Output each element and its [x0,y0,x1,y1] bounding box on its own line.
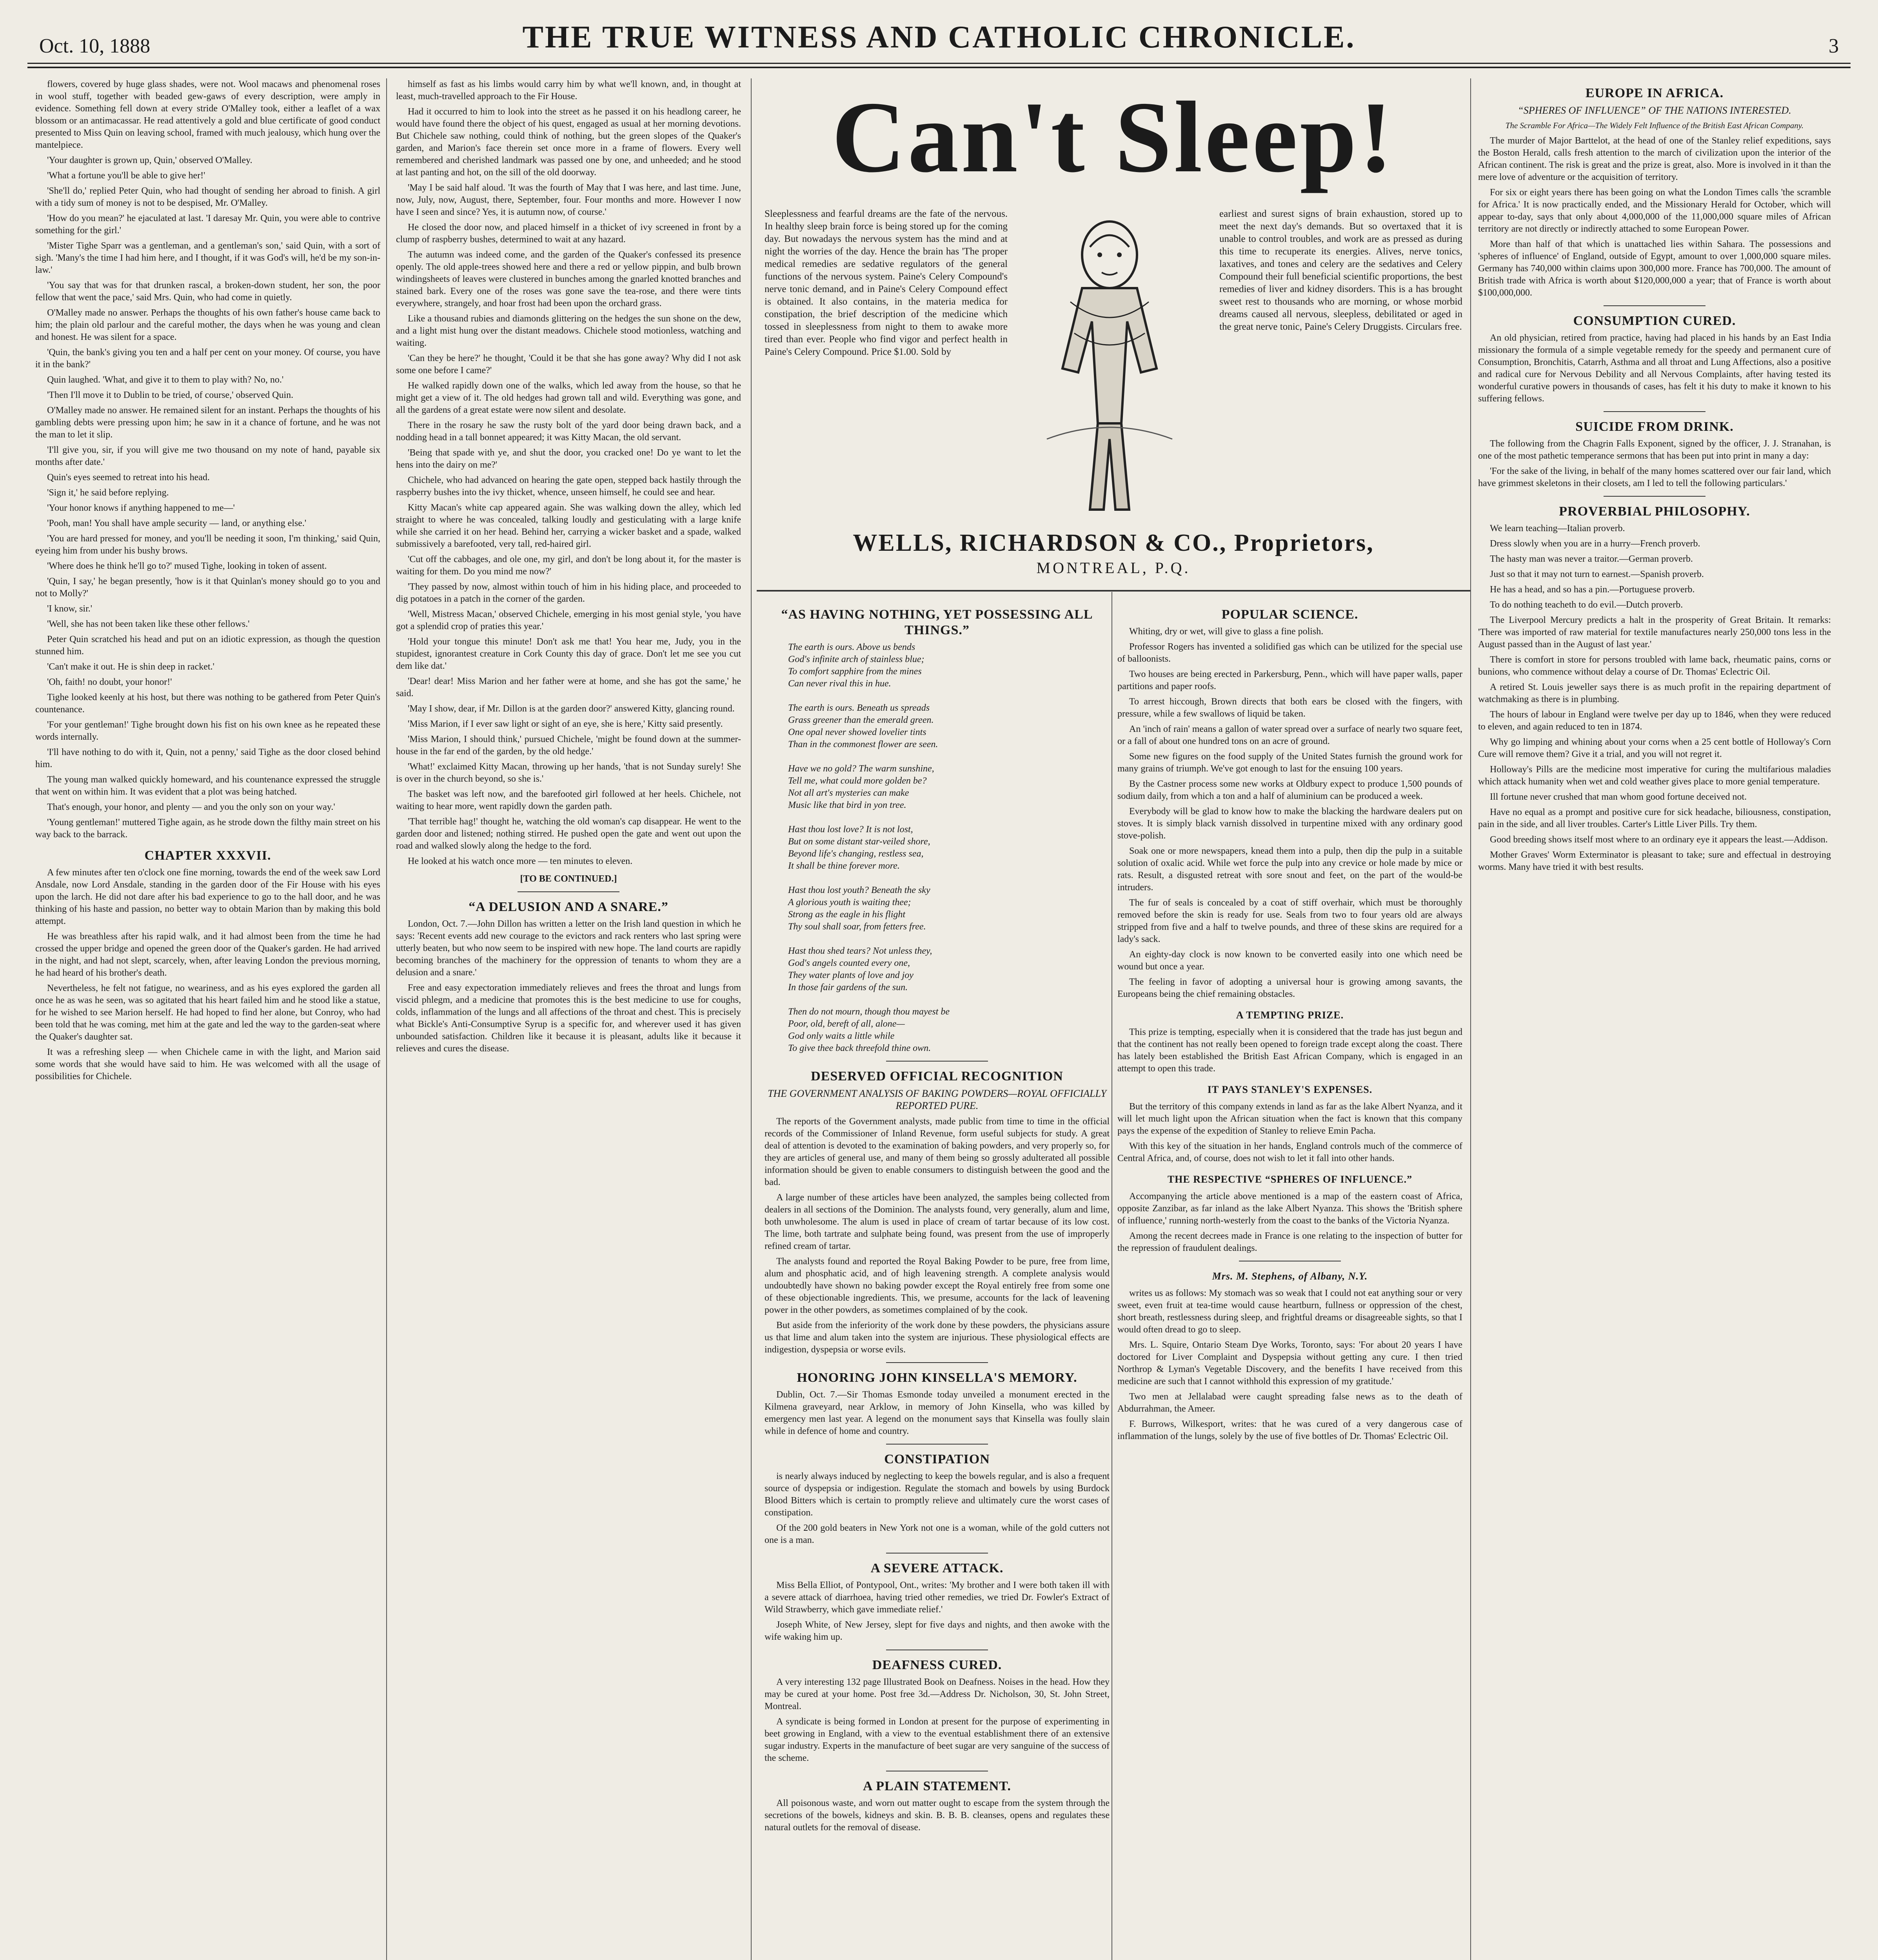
paragraph: Have no equal as a prompt and positive cure for sick headache, biliousness, constipation, pain in the side, and all liver troubles. Carter's Little Liver Pills. Try them. [1478,807,1831,829]
paragraph: 'I'll have nothing to do with it, Quin, not a penny,' said Tighe as the door closed behind him. [35,747,380,769]
paragraph: 'Miss Marion, if I ever saw light or sight of an eye, she is here,' Kitty said presently. [408,719,723,729]
ad-headline: Can't Sleep! [832,81,1395,194]
paragraph: He was breathless after his rapid walk, and it had almost been from the time he had crossed the upper bridge and opened the green door of the Quaker's garden. He had arrived in the night, and had not slept, scarcely, when, after leaving London the previous morning, he had heard of his brother's death. [35,931,380,978]
paragraph: The hours of labour in England were twelve per day up to 1846, when they were reduced to eleven, and again reduced to ten in 1874. [1478,710,1831,732]
paragraph: 'Quin, I say,' he began presently, 'how is it that Quinlan's money should go to you and not to Molly?' [35,576,380,599]
separator [886,1061,988,1062]
paragraph: But the territory of this company extends in land as far as the lake Albert Nyanza, and it will let much light upon the African situation when the fact is known that this company pays the expense of the expedition of Stanley to relieve Emin Pacha. [1117,1102,1462,1136]
article-text [765,1470,1110,1546]
poem-title: “AS HAVING NOTHING, YET POSSESSING ALL THINGS.” [781,607,1093,637]
article-text [1478,523,1831,873]
paragraph: 'Miss Marion, I should think,' pursued Chichele, 'might be found down at the summer-house in the far end of the garden, by the old hedge.' [396,734,741,757]
paragraph: A syndicate is being formed in London at present for the purpose of experimenting in beet growing in England, with a view to the eventual establishment there of an extensive sugar industry. Experts in the manufacture of beet sugar are very sanguine of the success of the scheme. [765,1717,1110,1763]
paragraph: The autumn was indeed come, and the garden of the Quaker's confessed its presence openly. The old apple-trees showed here and there a red or yellow pippin, and bulb brown windingsheets of leaves were clustered in bunches among the gnarled knotted branches and stained bark. Every one of the roses was gone save the tea-rose, and there were tints everywhere, strangely, and hoar frost had been upon the orchard grass. [396,250,741,309]
paragraph: Just so that it may not turn to earnest.—Spanish proverb. [1490,569,1704,579]
article-heading: DESERVED OFFICIAL RECOGNITION [811,1069,1063,1083]
paragraph: An 'inch of rain' means a gallon of water spread over a surface of nearly two square feet, or a fall of about one hundred tons on an acre of ground. [1117,724,1462,746]
paragraph: writes us as follows: My stomach was so weak that I could not eat anything sour or very sweet, even fruit at tea-time would cause heartburn, fullness or oppression of the chest, short breath, restlessness during sleep, and frightful dreams or disagreeable sights, so that I would often dread to go to sleep. [1117,1288,1462,1335]
poem-line: Hast thou lost love? It is not lost, [788,824,913,835]
article-subheading: THE GOVERNMENT ANALYSIS OF BAKING POWDERS—ROYAL OFFICIALLY REPORTED PURE. [768,1088,1106,1111]
paragraph: 'Your honor knows if anything happened to me—' [47,503,235,513]
article-text [765,1389,1110,1437]
paragraph: He closed the door now, and placed himself in a thicket of ivy screened in front by a clump of raspberry bushes, determined to wait at any hazard. [396,222,741,245]
separator [518,891,619,892]
separator [1604,305,1705,306]
paragraph: 'Sign it,' he said before replying. [47,488,169,498]
poem-line [788,933,1110,945]
article-heading: POPULAR SCIENCE. [1221,607,1359,622]
paragraph: is nearly always induced by neglecting to keep the bowels regular, and is also a frequent source of dyspepsia or indigestion. Regulate the stomach and bowels by using Burdock Blood Bitters which is certain to promptly relieve and ultimately cure the worst cases of constipation. [765,1471,1110,1518]
paragraph: A large number of these articles have been analyzed, the samples being collected from dealers in all sections of the Dominion. The analysts found, very generally, alum and lime, both unwholesome. The alum is used in place of cream of tartar because of its low cost. The lime, both tartrate and sulphate being found, was present from the use of improperly refined cream of tartar. [765,1192,1110,1251]
article-text [765,1116,1110,1356]
article-subheading: IT PAYS STANLEY'S EXPENSES. [1207,1084,1373,1095]
poem-line [788,690,1110,702]
paragraph: 'Then I'll move it to Dublin to be tried, of course,' observed Quin. [47,390,294,400]
paragraph: 'Dear! dear! Miss Marion and her father were at home, and she has got the same,' he said. [396,676,741,699]
paragraph: 'You are hard pressed for money, and you'll be needing it soon, I'm thinking,' said Quin, eyeing him from under his bushy brows. [35,534,380,556]
paragraph: Professor Rogers has invented a solidified gas which can be utilized for the special use of balloonists. [1117,642,1462,664]
paragraph: But aside from the inferiority of the work done by these powders, the physicians assure us that lime and alum taken into the system are injurious. These physiological effects are indigestion, dyspepsia or worse evils. [765,1320,1110,1355]
paragraph: Ill fortune never crushed that man whom good fortune deceived not. [1490,792,1747,802]
paragraph: Dress slowly when you are in a hurry—French proverb. [1490,539,1700,549]
paragraph: The young man walked quickly homeward, and his countenance expressed the struggle that went on within him. It was evident that a plot was being hatched. [35,775,380,797]
paragraph: 'Can they be here?' he thought, 'Could it be that she has gone away? Why did I not ask some one before I came?' [396,353,741,376]
newspaper-title: THE TRUE WITNESS AND CATHOLIC CHRONICLE. [522,20,1356,54]
paragraph: Free and easy expectoration immediately relieves and frees the throat and lungs from viscid phlegm, and a medicine that promotes this is the best medicine to use for coughs, colds, inflammation of the lungs and all affections of the throat and chest. This is precisely what Bickle's Anti-Consumptive Syrup is a specific for, and wherever used it has given unbounded satisfaction. Children like it because it is pleasant, adults like it because it relieves and cures the disease. [396,983,741,1054]
sleeper-illustration-icon [1023,204,1196,525]
paragraph: Quin's eyes seemed to retreat into his head. [47,472,210,483]
paragraph: 'They passed by now, almost within touch of him in his hiding place, and proceeded to dig potatoes in a patch in the corner of the garden. [396,582,741,604]
poem-line [788,811,1110,824]
paragraph: He has a head, and so has a pin.—Portuguese proverb. [1490,584,1695,595]
paragraph: 'Pooh, man! You shall have ample security — land, or anything else.' [47,518,307,528]
paragraph: To do nothing teacheth to do evil.—Dutch proverb. [1490,600,1683,610]
paragraph: 'Where does he think he'll go to?' mused Tighe, looking in token of assent. [47,561,327,571]
newspaper-page [27,12,1851,1960]
article-subheading: THE RESPECTIVE “SPHERES OF INFLUENCE.” [1167,1174,1413,1185]
paragraph: A very interesting 132 page Illustrated Book on Deafness. Noises in the head. How they may be cured at your home. Post free 3d.—Address Dr. Nicholson, 30, St. John Street, Montreal. [765,1677,1110,1711]
paragraph: Mother Graves' Worm Exterminator is pleasant to take; sure and effectual in destroying worms. Many have tried it with best results. [1478,850,1831,872]
ad-bottom-rule [757,590,1470,592]
article-heading: A SEVERE ATTACK. [870,1561,1004,1575]
paragraph: The murder of Major Barttelot, at the head of one of the Stanley relief expeditions, says the Boston Herald, calls fresh attention to the march of civilization upon the interior of the African continent. The risk is great and the prize is great, also. More is involved in it than the mere love of adventure or the acquisition of territory. [1478,136,1831,182]
paragraph: To arrest hiccough, Brown directs that both ears be closed with the fingers, with pressure, while a few swallows of liquid be taken. [1117,697,1462,719]
paragraph: 'She'll do,' replied Peter Quin, who had thought of sending her abroad to finish. A girl with a tidy sum of money is not to be despised, Mr. O'Malley. [35,186,380,208]
paragraph: Among the recent decrees made in France is one relating to the inspection of butter for the repression of fraudulent dealings. [1117,1231,1462,1253]
article-heading: CONSTIPATION [884,1452,990,1466]
paragraph: All poisonous waste, and worn out matter ought to escape from the system through the secretions of the bowels, kidneys and skin. B. B. B. cleanses, opens and regulates these natural outlets for the removal of disease. [765,1798,1110,1833]
column-1 [35,78,380,1960]
paragraph: 'That terrible hag!' thought he, watching the old woman's cap disappear. He went to the garden door and listened; nothing stirred. He pushed open the gate and went out upon the road and walked slowly along the hedge to the ford. [396,817,741,851]
paragraph: Why go limping and whining about your corns when a 25 cent bottle of Holloway's Corn Cure will remove them? Give it a trial, and you will not regret it. [1478,737,1831,759]
masthead-rule [27,63,1851,64]
article-text [1117,1026,1462,1075]
article-heading: CONSUMPTION CURED. [1573,314,1736,328]
poem-line [788,751,1110,763]
paragraph: He walked rapidly down one of the walks, which led away from the house, so that he might get a view of it. The old hedges had grown tall and wild. Everything was gone, and all the gardens of a great estate were now silent and desolate. [396,381,741,415]
poem-line: Strong as the eagle in his flight [788,909,906,920]
paragraph: flowers, covered by huge glass shades, were not. Wool macaws and phenomenal roses in wool stuff, together with beaded gew-gaws of every description, were amply in evidence. Something fell down at every stride O'Malley took, either a leaflet of a wax blossom or an antimacassar. He read attentively a gold and blue certificate of good conduct presented to Miss Quin on leaving school, framed with much jealousy, which hung over the mantelpiece. [35,79,380,150]
paragraph: 'Cut off the cabbages, and ole one, my girl, and don't be long about it, for the master is waiting for them. Do you mind me now?' [396,554,741,577]
paragraph: More than half of that which is unattached lies within Sahara. The possessions and 'spheres of influence' of England, outside of Egypt, amount to over 1,000,000 square miles. Germany has 740,000 within claims upon 300,000 more. France has 700,000. The amount of British trade with Africa is worth about $120,000,000 a year; that of France is worth about $100,000,000. [1478,239,1831,298]
paragraph: This prize is tempting, especially when it is considered that the trade has just begun and that the continent has not really been opened to foreign trade except along the coast. There has lately been established the British East African Company, which is engaged in an attempt to open this trade. [1117,1027,1462,1074]
poem-line: Can never rival this in hue. [788,679,891,689]
paragraph: 'For your gentleman!' Tighe brought down his fist on his own knee as he repeated these words internally. [35,720,380,742]
paragraph: The reports of the Government analysts, made public from time to time in the official records of the Commissioner of Inland Revenue, form useful subjects for study. A great deal of attention is devoted to the examination of baking powders, and very properly so, for they are articles of general use, and many of them being so grossly adulterated all possible information should be given to enable consumers to distinguish between the good and the bad. [765,1116,1110,1187]
paragraph: There in the rosary he saw the rusty bolt of the yard door being drawn back, and a nodding head in a tall bonnet appeared; it was Kitty Macan, the old servant. [396,420,741,443]
paragraph: Holloway's Pills are the medicine most imperative for curing the multifarious maladies which attack humanity when wet and cold weather gives place to more genial temperature. [1478,764,1831,787]
ad-text-left: Sleeplessness and fearful dreams are the fate of the nervous. In healthy sleep brain force is being stored up for the coming day. But nowadays the nervous system has the mind and at night the worries of the day. Hence the brain has 'The proper medical remedies are sedative regulators of the general functions of the nervous system. Paine's Celery Compound's nerve tonic demand, and in Paine's Celery Compound effect is obtained. It also contains, in the materia medica for constipation, the brief description of the medicine which tossed in sleeplessness from night to them to awake more tired than ever. People who find vigor and perfect health in Paine's Celery Compound. Price $1.00. Sold by [765,209,1008,357]
article-text [1117,1287,1462,1443]
paragraph: The following from the Chagrin Falls Exponent, signed by the officer, J. J. Stranahan, is one of the most pathetic temperance sermons that has been put into print in many a day: [1478,439,1831,461]
poem-line: In those fair gardens of the sun. [788,982,908,993]
serial-story-text [35,78,380,841]
column-4 [1117,600,1462,1960]
issue-date: Oct. 10, 1888 [39,35,151,57]
poem-line: God only waits a little while [788,1031,895,1041]
paragraph: Some new figures on the food supply of the United States furnish the ground work for many grains of triumph. We've got enough to last for the ensuing 100 years. [1117,751,1462,774]
ad-text-right: earliest and surest signs of brain exhaustion, stored up to meet the next day's demands. But so overtaxed that it is unable to control troubles, and work are as pressed as during this time to recuperate its energies. Alives, nerve tonics, laxatives, and tones and celery are the sedatives and Celery Compound their full beneficial scientific proportions, the best remedies of liver and kidney disorders. This is a has brought sweet rest to thousands who are morning, or whose morbid dreams caused all nervous, sleepless, debilitated or aged in the great nerve tonic, Paine's Celery Druggists. Circulars free. [1219,209,1462,332]
paragraph: By the Castner process some new works at Oldbury expect to produce 1,500 pounds of sodium daily, from which a ton and a half of aluminium can be produced a week. [1117,779,1462,801]
paragraph: For six or eight years there has been going on what the London Times calls 'the scramble for Africa.' It is now practically ended, and the Missionary Herald for October, which will appear to-day, says that only about 4,000,000 of the 11,000,000 square miles of African territory are not directly or indirectly attached to some European Power. [1478,187,1831,234]
article-deck: The Scramble For Africa—The Widely Felt Influence of the British East African Company. [1505,121,1804,130]
paragraph: An eighty-day clock is now known to be converted easily into one which need be wound but once a year. [1117,949,1462,972]
poem-line: Then do not mourn, though thou mayest be [788,1007,950,1017]
article-heading: EUROPE IN AFRICA. [1585,86,1724,100]
poem-line: Hast thou shed tears? Not unless they, [788,946,932,956]
article-text [765,1579,1110,1643]
paragraph: Tighe looked keenly at his host, but there was nothing to be gathered from Peter Quin's countenance. [35,692,380,715]
paragraph: The fur of seals is concealed by a coat of stiff overhair, which must be thoroughly removed before the skin is ready for use. Seals from two to four years old are always stripped from five and a half to twelve pounds, and three of these skins are required for a lady's sack. [1117,898,1462,944]
article-text [1478,438,1831,490]
paragraph: O'Malley made no answer. Perhaps the thoughts of his own father's house came back to him; the plain old parlour and the careful mother, the days when he was young and clean and honest. He was silent for a space. [35,308,380,342]
paragraph: Joseph White, of New Jersey, slept for five days and nights, and then awoke with the wife waking him up. [765,1620,1110,1642]
article-heading: DEAFNESS CURED. [872,1658,1002,1672]
chapter-text [35,867,380,1083]
article-text [1117,626,1462,1000]
article-text [1478,332,1831,405]
paragraph: F. Burrows, Wilkesport, writes: that he was cured of a very dangerous case of inflammation of the lungs, solely by the use of five bottles of Dr. Thomas' Eclectric Oil. [1117,1419,1462,1441]
poem-line: Music like that bird in yon tree. [788,800,906,810]
poem-line: Poor, old, bereft of all, alone— [788,1019,905,1029]
paragraph: Two men at Jellalabad were caught spreading false news as to the death of Abdurrahman, the Ameer. [1117,1392,1462,1414]
paragraph: 'What!' exclaimed Kitty Macan, throwing up her hands, 'that is not Sunday surely! She is over in the church beyond, so she is.' [396,762,741,784]
paragraph: Kitty Macan's white cap appeared again. She was walking down the alley, which led straight to where he was concealed, talking loudly and gesticulating with a large knife while she carried it on her head. Behind her, carrying a wicker basket and a spade, walked submissively a barefooted, very tall, red-haired girl. [396,503,741,549]
paragraph: Good breeding shows itself most where to an ordinary eye it appears the least.—Addison. [1490,835,1828,845]
poem-line: Not all art's mysteries can make [788,788,909,798]
to-be-continued: [TO BE CONTINUED.] [520,874,617,884]
article-subheading: A TEMPTING PRIZE. [1236,1009,1344,1021]
poem-line: God's angels counted every one, [788,958,910,968]
separator [1604,496,1705,497]
paragraph: O'Malley made no answer. He remained silent for an instant. Perhaps the thoughts of his gambling debts were pressing upon him; he saw in it a chance of fortune, and he was not the man to let it slip. [35,405,380,440]
paragraph: It was a refreshing sleep — when Chichele came in with the light, and Marion said some words that she would have said to him. He was welcomed with all the usage of possibilities for Chichele. [35,1047,380,1082]
poem-line: Grass greener than the emerald green. [788,715,934,725]
paragraph: He looked at his watch once more — ten minutes to eleven. [408,856,633,866]
article-subheading: “SPHERES OF INFLUENCE” OF THE NATIONS INTERESTED. [1518,105,1791,116]
testimonial-heading: Mrs. M. Stephens, of Albany, N.Y. [1212,1270,1368,1282]
poem-line: One opal never showed lovelier tints [788,727,926,737]
paragraph: Miss Bella Elliot, of Pontypool, Ont., writes: 'My brother and I were both taken ill with a severe attack of diarrhoea, having tried other remedies, we tried Dr. Fowler's Extract of Wild Strawberry, which gave immediate relief.' [765,1580,1110,1615]
paragraph: Mrs. L. Squire, Ontario Steam Dye Works, Toronto, says: 'For about 20 years I have doctored for Liver Complaint and Dyspepsia without getting any cure. I then tried Northrop & Lyman's Vegetable Discovery, and the benefits I have received from this medicine are such that I cannot withhold this expression of my gratitude.' [1117,1340,1462,1387]
poem-line: To comfort sapphire from the mines [788,666,922,677]
paragraph: Had it occurred to him to look into the street as he passed it on his headlong career, he would have found there the object of his quest, engaged as usual at her morning devotions. But Chichele saw nothing, could think of nothing, but the green slopes of the Quaker's garden, and Marion's face therein set once more in a frame of flowers. Every well remembered and cherished landmark was passed one by one, and unheeded; and he stood at last panting and hot, on the sill of the old doorway. [396,107,741,178]
paragraph: London, Oct. 7.—John Dillon has written a letter on the Irish land question in which he says: 'Recent events add new courage to the evictors and rack renters who last spring were utterly beaten, but who now seem to be inspired with new hope. The land courts are rapidly becoming branches of the machinery for the oppression of tenants to whom they are a delusion and a snare.' [396,919,741,978]
separator [886,1444,988,1445]
paragraph: 'Your daughter is grown up, Quin,' observed O'Malley. [47,155,252,165]
paragraph: A retired St. Louis jeweller says there is as much profit in the repairing department of watchmaking as there is in plumbing. [1478,682,1831,704]
poem-text [765,641,1110,1054]
paragraph: 'I know, sir.' [47,604,93,614]
paragraph: The basket was left now, and the barefooted girl followed at her heels. Chichele, not waiting to hear more, went rapidly down the garden path. [396,789,741,811]
paragraph: A few minutes after ten o'clock one fine morning, towards the end of the week saw Lord Ansdale, now Lord Ansdale, standing in the garden door of the Fir House with his eyes upon the larch. He did not dare after his bad experience to go to the hall door, and he was thinking of his haste and passion, no better way to obtain Marion than by making this bold attempt. [35,867,380,926]
ad-city: MONTREAL, P.Q. [1036,559,1191,577]
paragraph: Peter Quin scratched his head and put on an idiotic expression, as though the question stunned him. [35,634,380,657]
paragraph: 'Young gentleman!' muttered Tighe again, as he strode down the filthy main street on his way back to the barrack. [35,817,380,840]
paragraph: An old physician, retired from practice, having had placed in his hands by an East India missionary the formula of a simple vegetable remedy for the speedy and permanent cure of Consumption, Bronchitis, Catarrh, Asthma and all throat and Lung Affections, also a positive and radical cure for Nervous Debility and all Nervous Complaints, after having tested its wonderful curative powers in thousands of cases, has felt it his duty to make it known to his suffering fellows. [1478,333,1831,404]
poem-line: To give thee back threefold thine own. [788,1043,931,1053]
paragraph: Quin laughed. 'What, and give it to them to play with? No, no.' [47,375,284,385]
separator [1604,411,1705,412]
poem-line: They water plants of love and joy [788,970,914,980]
paragraph: 'What a fortune you'll be able to give her!' [47,171,205,181]
poem-line: A glorious youth is waiting thee; [788,897,911,907]
article-heading: PROVERBIAL PHILOSOPHY. [1559,504,1750,519]
paragraph: With this key of the situation in her hands, England controls much of the commerce of Central Africa, and, of course, does not wish to let it fall into other hands. [1117,1141,1462,1163]
paragraph: The feeling in favor of adopting a universal hour is growing among savants, the Europeans being the chief remaining obstacles. [1117,977,1462,999]
poem-line [788,872,1110,884]
paragraph: 'Well, she has not been taken like these other fellows.' [47,619,250,629]
article-heading: “A DELUSION AND A SNARE.” [469,900,668,914]
paragraph: 'Well, Mistress Macan,' observed Chichele, emerging in his most genial style, 'you have got a splendid crop of praties this year.' [396,609,741,632]
paragraph: 'May I be said half aloud. 'It was the fourth of May that I was here, and last time. June, now, July, now, August, there, September, four. Four months and more. However I now have I seen and since? Yes, it is autumn now, of course.' [396,183,741,217]
article-text [396,918,741,1055]
paragraph: Everybody will be glad to know how to make the blacking the hardware dealers put on stoves. It is simply black varnish dissolved in turpentine mixed with any ordinary good stove-polish. [1117,806,1462,841]
paragraph: Chichele, who had advanced on hearing the gate open, stepped back hastily through the raspberry bushes into the ivy thicket, whence, unseen himself, he could see and hear. [396,475,741,497]
poem-line: Thy soul shall soar, from fetters free. [788,922,926,932]
paragraph: That's enough, your honor, and plenty — and you the only son on your way.' [47,802,335,812]
column-divider [386,78,387,1960]
article-heading: HONORING JOHN KINSELLA'S MEMORY. [797,1370,1077,1385]
poem-line: The earth is ours. Above us bends [788,642,915,652]
paragraph: 'Quin, the bank's giving you ten and a half per cent on your money. Of course, you have it in the bank?' [35,347,380,370]
column-5 [1478,78,1831,1960]
paragraph: Soak one or more newspapers, knead them into a pulp, then dip the pulp in a suitable solution of oxalic acid. While wet force the pulp into any crevice or hole made by mice or rats. Result, a disgusted retreat with sore snout and feet, on the part of the would-be intruders. [1117,846,1462,893]
poem-line: It shall be thine forever more. [788,861,900,871]
poem-line: Beyond life's changing, restless sea, [788,849,924,859]
paragraph: The hasty man was never a traitor.—German proverb. [1490,554,1693,564]
poem-line: Have we no gold? The warm sunshine, [788,764,934,774]
article-heading: A PLAIN STATEMENT. [863,1779,1011,1793]
column-divider [751,78,752,1960]
serial-story-continued [396,78,741,867]
paragraph: himself as fast as his limbs would carry him by what we'll known, and, in thought at least, much-travelled approach to the Fir House. [396,79,741,102]
paragraph: Whiting, dry or wet, will give to glass a fine polish. [1129,626,1324,637]
paragraph: 'Hold your tongue this minute! Don't ask me that! You hear me, Judy, you in the stupidest, ignorantest creature in Cork County this day of grace. Don't let me see you cut dem like dat.' [396,637,741,671]
paragraph: Like a thousand rubies and diamonds glittering on the hedges the sun shone on the dew, and a light mist hung over the distant meadows. Chichele stood motionless, watching and waiting. [396,314,741,348]
paragraph: 'Mister Tighe Sparr was a gentleman, and a gentleman's son,' said Quin, with a sort of sigh. 'Many's the time I had him here, and I thought, if it was God's will, he'd be my son-in-law.' [35,241,380,275]
paragraph: Of the 200 gold beaters in New York not one is a woman, while of the gold cutters not one is a man. [765,1523,1110,1545]
paragraph: 'Can't make it out. He is shin deep in racket.' [47,662,214,672]
paragraph: 'Being that spade with ye, and shut the door, you cracked one! Do ye want to let the hens into the dairy on me?' [396,448,741,470]
cant-sleep-advertisement [765,78,1462,584]
article-text [1117,1191,1462,1254]
page-number: 3 [1829,35,1839,57]
column-2 [396,78,741,1960]
masthead [27,12,1851,68]
column-divider [1470,78,1471,1960]
chapter-heading: CHAPTER XXXVII. [144,848,271,863]
paragraph: There is comfort in store for persons troubled with lame back, rheumatic pains, corns or bunions, who commence without delay a course of Dr. Thomas' Eclectric Oil. [1478,655,1831,677]
article-text [765,1676,1110,1764]
article-text [1117,1101,1462,1165]
ad-firm-name: WELLS, RICHARDSON & CO., Proprietors, [853,530,1374,556]
article-text [765,1797,1110,1834]
poem-line: But on some distant star-veiled shore, [788,837,930,847]
poem-line [788,994,1110,1006]
paragraph: We learn teaching—Italian proverb. [1490,523,1625,534]
paragraph: Two houses are being erected in Parkersburg, Penn., which will have paper walls, paper partitions and paper roofs. [1117,669,1462,691]
paragraph: 'You say that was for that drunken rascal, a broken-down student, her son, the poor fellow that went the pace,' said Mrs. Quin, who had come in quietly. [35,280,380,303]
poem-line: Hast thou lost youth? Beneath the sky [788,885,930,895]
paragraph: Nevertheless, he felt not fatigue, no weariness, and as his eyes explored the garden all once he as was he seen, was so agitated that his heart failed him and he stood like a statue, for he wished to see Marion herself. He had hoped to find her alone, but Conroy, who had been told that he was coming, met him at the gate and led the way to the garden-seat where the Quaker's daughter sat. [35,983,380,1042]
article-heading: SUICIDE FROM DRINK. [1575,419,1734,434]
paragraph: 'How do you mean?' he ejaculated at last. 'I daresay Mr. Quin, you were able to contrive something for the girl.' [35,213,380,236]
poem-line: Tell me, what could more golden be? [788,776,927,786]
paragraph: 'May I show, dear, if Mr. Dillon is at the garden door?' answered Kitty, glancing round. [408,704,735,714]
poem-line: Than in the commonest flower are seen. [788,739,938,750]
paragraph: Dublin, Oct. 7.—Sir Thomas Esmonde today unveiled a monument erected in the Kilmena graveyard, near Arklow, in memory of John Kinsella, who was killed by emergency men last year. A legend on the monument says that Kinsella was foully slain while in defence of home and country. [765,1390,1110,1436]
column-3 [765,600,1110,1960]
poem-line: The earth is ours. Beneath us spreads [788,703,930,713]
article-text [1478,135,1831,299]
paragraph: Accompanying the article above mentioned is a map of the eastern coast of Africa, opposite Zanzibar, as far inland as the lake Albert Nyanza. This shows the 'British sphere of influence,' running north-westerly from the coast to the banks of the Victoria Nyanza. [1117,1191,1462,1226]
poem-line: God's infinite arch of stainless blue; [788,654,924,664]
paragraph: 'I'll give you, sir, if you will give me two thousand on my note of hand, payable six months after date.' [35,445,380,467]
paragraph: The analysts found and reported the Royal Baking Powder to be pure, free from lime, alum and phosphatic acid, and of high leavening strength. A complete analysis would undoubtedly have shown no baking powder except the Royal entirely free from some one of these objectionable ingredients. This, we presume, accounts for the lack of leavening power in the other powders, as sometimes complained of by the cook. [765,1256,1110,1315]
paragraph: The Liverpool Mercury predicts a halt in the prosperity of Great Britain. It remarks: 'There was imported of raw material for textile manufactures nearly 250,000 tons less in the August passed than in the August of last year.' [1478,615,1831,650]
paragraph: 'For the sake of the living, in behalf of the many homes scattered over our fair land, which have grimmest skeletons in their closets, am I led to tell the following particulars.' [1478,466,1831,488]
paragraph: 'Oh, faith! no doubt, your honor!' [47,677,172,687]
separator [886,1362,988,1363]
